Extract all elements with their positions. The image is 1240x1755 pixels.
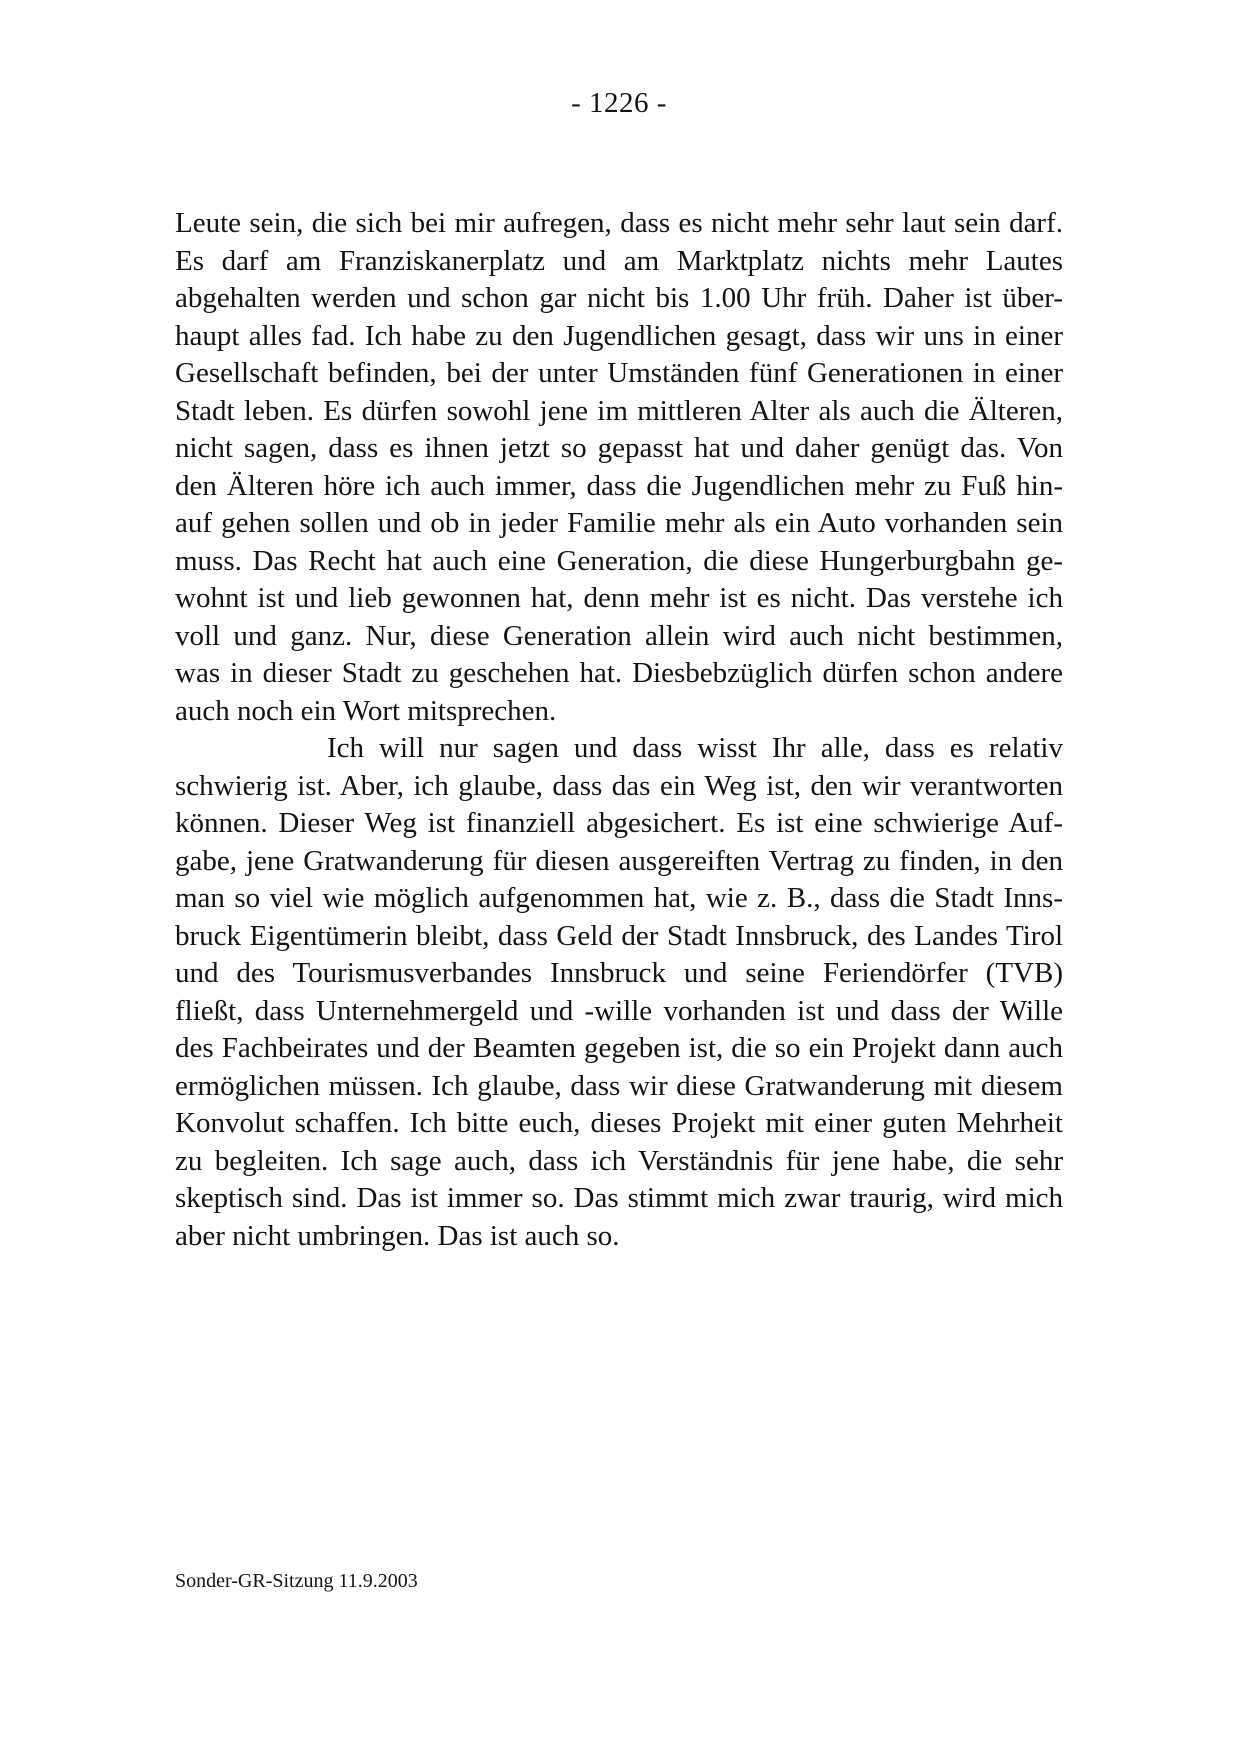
text-line: was in dieser Stadt zu geschehen hat. Diesbebzüglich dürfen schon andere <box>175 657 1063 689</box>
text-line: Gesellschaft befinden, bei der unter Umständen fünf Generationen in einer <box>175 357 1063 389</box>
text-line: Konvolut schaffen. Ich bitte euch, dieses Projekt mit einer guten Mehrheit <box>175 1107 1063 1139</box>
text-line: voll und ganz. Nur, diese Generation allein wird auch nicht bestimmen, <box>175 619 1063 652</box>
text-line: auch noch ein Wort mitsprechen. <box>175 694 557 727</box>
text-line: man so viel wie möglich aufgenommen hat, wie z. B., dass die Stadt Inns- <box>175 882 1063 914</box>
text-line: auf gehen sollen und ob in jeder Familie mehr als ein Auto vorhanden sein <box>175 507 1063 539</box>
text-line: nicht sagen, dass es ihnen jetzt so gepasst hat und daher genügt das. Von <box>175 432 1063 464</box>
text-line: Leute sein, die sich bei mir aufregen, dass es nicht mehr sehr laut sein darf. <box>175 207 1063 239</box>
text-line: fließt, dass Unternehmergeld und -wille vorhanden ist und dass der Wille <box>175 994 1063 1027</box>
text-line: können. Dieser Weg ist finanziell abgesichert. Es ist eine schwierige Auf- <box>175 807 1063 839</box>
page-number: - 1226 - <box>571 87 667 119</box>
text-line: gabe, jene Gratwanderung für diesen ausgereiften Vertrag zu finden, in den <box>175 844 1063 877</box>
text-line: Stadt leben. Es dürfen sowohl jene im mittleren Alter als auch die Älteren, <box>175 394 1063 427</box>
text-line: wohnt ist und lieb gewonnen hat, denn mehr ist es nicht. Das verstehe ich <box>175 582 1063 614</box>
text-line: und des Tourismusverbandes Innsbruck und seine Feriendörfer (TVB) <box>175 957 1063 989</box>
text-line: des Fachbeirates und der Beamten gegeben ist, die so ein Projekt dann auch <box>175 1032 1063 1064</box>
text-line: abgehalten werden und schon gar nicht bis 1.00 Uhr früh. Daher ist über- <box>175 282 1063 314</box>
text-line: haupt alles fad. Ich habe zu den Jugendlichen gesagt, dass wir uns in einer <box>175 319 1063 352</box>
text-line: aber nicht umbringen. Das ist auch so. <box>175 1219 620 1252</box>
text-line: den Älteren höre ich auch immer, dass die Jugendlichen mehr zu Fuß hin- <box>175 469 1063 502</box>
footer-session-label: Sonder-GR-Sitzung 11.9.2003 <box>175 1570 418 1592</box>
text-line: Ich will nur sagen und dass wisst Ihr alle, dass es relativ <box>327 732 1063 764</box>
text-line: schwierig ist. Aber, ich glaube, dass das ein Weg ist, den wir verantworten <box>175 769 1063 802</box>
paragraph-2 <box>175 730 1063 1255</box>
paragraph-1 <box>175 205 1063 730</box>
text-line: bruck Eigentümerin bleibt, dass Geld der Stadt Innsbruck, des Landes Tirol <box>175 919 1063 952</box>
text-line: ermöglichen müssen. Ich glaube, dass wir diese Gratwanderung mit diesem <box>175 1069 1063 1102</box>
text-line: muss. Das Recht hat auch eine Generation, die diese Hungerburgbahn ge- <box>175 544 1063 577</box>
text-line: skeptisch sind. Das ist immer so. Das stimmt mich zwar traurig, wird mich <box>175 1182 1063 1214</box>
body-text <box>175 205 1063 1255</box>
text-line: zu begleiten. Ich sage auch, dass ich Verständnis für jene habe, die sehr <box>175 1144 1063 1177</box>
text-line: Es darf am Franziskanerplatz und am Marktplatz nichts mehr Lautes <box>175 244 1063 277</box>
